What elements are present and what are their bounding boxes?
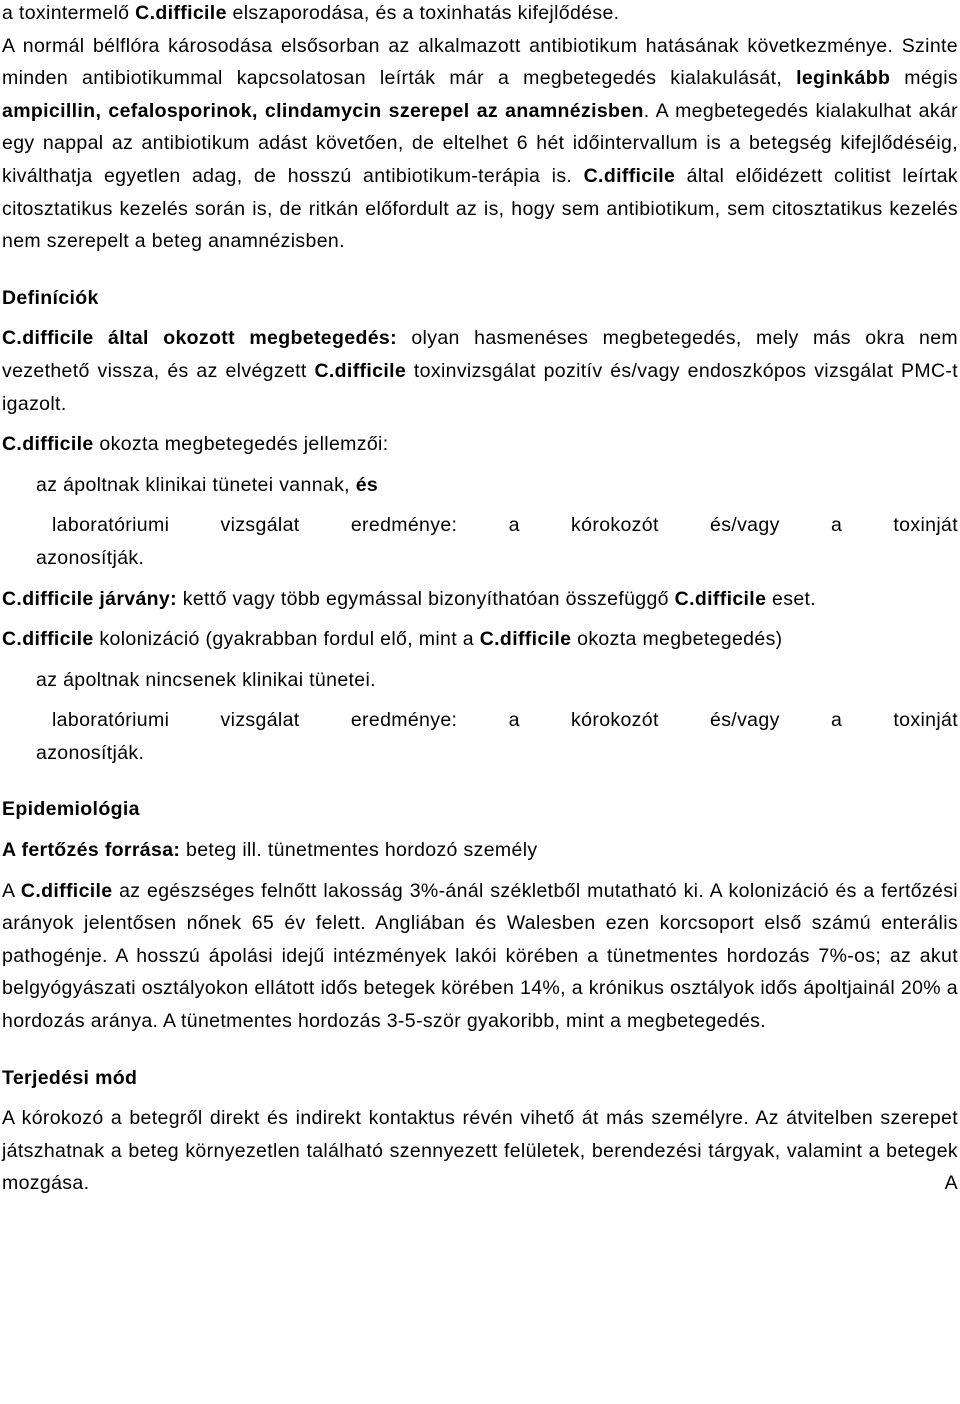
colonization-lab-result-line2: azonosítják. [36,741,145,764]
heading-definitions: Definíciók [2,286,99,309]
paragraph-intro-tail: a toxintermelő C.difficile elszaporodása, és a toxinhatás kifejlődése. [2,2,620,24]
infection-source: A fertőzés forrása: beteg ill. tünetmentes hordozó személy [2,839,538,862]
feature-lab-result [2,509,958,574]
colonization-lab-result [2,704,958,769]
definition-disease-features: C.difficile okozta megbetegedés jellemzői: [2,433,389,456]
heading-transmission: Terjedési mód [2,1066,138,1089]
heading-epidemiology: Epidemiológia [2,798,140,821]
paragraph-transmission: A kórokozó a betegről direkt és indirekt kontaktus révén vihető át más személyre. Az átvitelben szerepet játszhatnak a beteg környezetlen található szennyezett felületek, berendezési tárgyak, valamint a betegek mozgása. A [2,1107,958,1195]
feature-clinical-symptoms: az ápoltnak klinikai tünetei vannak, és [36,473,379,496]
paragraph-epidemiology: A C.difficile az egészséges felnőtt lakosság 3%-ánál székletből mutatható ki. A kolonizáció és a fertőzési arányok jelentősen nőnek 65 év felett. Angliában és Walesben ezen korcsoport első számú enterális pathogénje. A hosszú ápolási idejű intézmények lakói körében a tünetmentes hordozás 7%-os; az akut belgyógyászati osztályokon ellátott idős betegek körében 14%, a krónikus osztályok idős ápoltjainál 20% a hordozás aránya. A tünetmentes hordozás 3-5-ször gyakoribb, mint a megbetegedés. [2,879,958,1033]
definition-disease: C.difficile által okozott megbetegedés: olyan hasmenéses megbetegedés, mely más okra nem vezethető vissza, és az elvégzett C.difficile toxinvizsgálat pozitív és/vagy endoszkópos vizsgálat PMC-t igazolt. [2,327,958,415]
feature-lab-result-line2: azonosítják. [36,546,145,569]
definition-outbreak: C.difficile járvány: kettő vagy több egymással bizonyíthatóan összefüggő C.difficile eset. [2,587,817,610]
colonization-no-symptoms: az ápoltnak nincsenek klinikai tünetei. [36,668,376,691]
colonization-lab-result-line1: laboratóriumi vizsgálat eredménye: a kórokozót és/vagy a toxinját [52,709,958,732]
paragraph-antibiotics: A normál bélflóra károsodása elsősorban az alkalmazott antibiotikum hatásának következménye. Szinte minden antibiotikummal kapcsolatosan leírták már a megbetegedés kialakulását, leginkább mégis ampicillin, cefalosporinok, clindamycin szerepel az anamnézisben. A megbetegedés kialakulhat akár egy nappal az antibiotikum adást követően, de eltelhet 6 hét időintervallum is a betegség kifejlődéséig, kiválthatja egyetlen adag, de hosszú antibiotikum-terápia is. C.difficile által előidézett colitist leírtak citosztatikus kezelés során is, de ritkán előfordult az is, hogy sem antibiotikum, sem citosztatikus kezelés nem szerepelt a beteg anamnézisben. [2,34,958,253]
feature-lab-result-line1: laboratóriumi vizsgálat eredménye: a kórokozót és/vagy a toxinját [52,514,958,537]
definition-colonization: C.difficile kolonizáció (gyakrabban fordul elő, mint a C.difficile okozta megbetegedés) [2,628,783,651]
